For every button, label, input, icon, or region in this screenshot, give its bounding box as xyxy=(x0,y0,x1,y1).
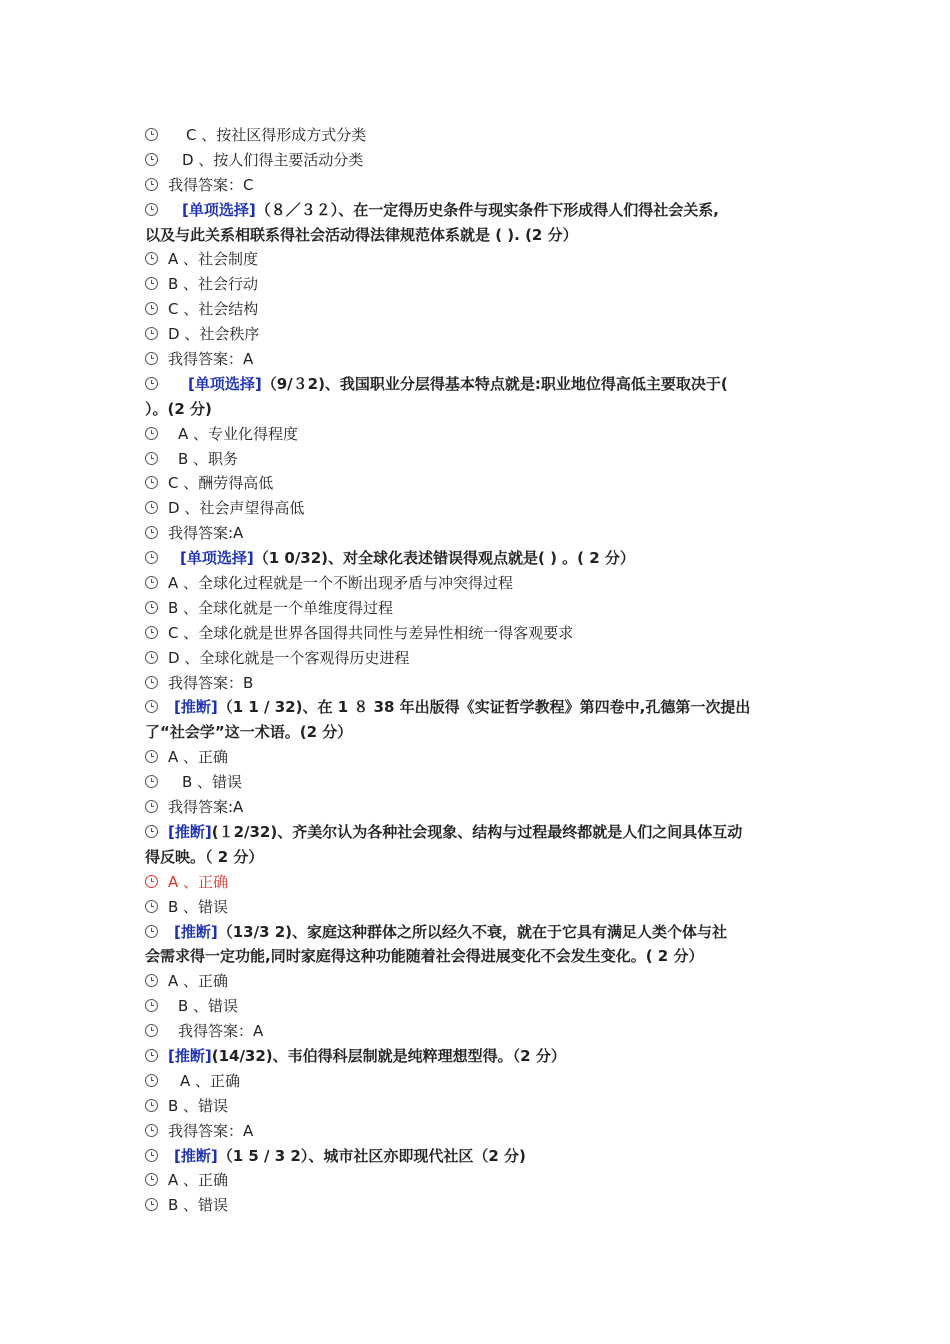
answer-text: 我得答案:A xyxy=(168,524,244,543)
option-text: C 、社会结构 xyxy=(168,300,259,319)
option-line xyxy=(145,621,805,646)
clock-icon xyxy=(145,925,158,938)
question-line-continued xyxy=(145,397,805,422)
answer-line xyxy=(145,521,805,546)
option-line xyxy=(145,297,805,322)
question-line-continued xyxy=(145,944,805,969)
option-line xyxy=(145,1168,805,1193)
question-type-tag: [单项选择] xyxy=(180,549,254,568)
question-text: （13/3 2)、家庭这种群体之所以经久不衰，就在于它具有满足人类个体与社 xyxy=(217,922,728,941)
clock-icon xyxy=(145,900,158,913)
question-type-tag: [推断] xyxy=(168,822,212,841)
clock-icon xyxy=(145,800,158,813)
clock-icon xyxy=(145,302,158,315)
option-line xyxy=(145,447,805,472)
option-line xyxy=(145,994,805,1019)
clock-icon xyxy=(145,377,158,390)
option-text: A 、正确 xyxy=(168,1171,229,1190)
question-line-continued xyxy=(145,845,805,870)
answer-text: 我得答案：A xyxy=(168,350,254,369)
answer-line xyxy=(145,671,805,696)
clock-icon xyxy=(145,875,158,888)
clock-icon xyxy=(145,1173,158,1186)
question-text: (14/32)、韦伯得科层制就是纯粹理想型得。（2 分） xyxy=(211,1046,566,1065)
answer-line xyxy=(145,795,805,820)
option-line xyxy=(145,422,805,447)
question-text: ）。(2 分) xyxy=(145,399,212,418)
clock-icon xyxy=(145,178,158,191)
option-line xyxy=(145,571,805,596)
clock-icon xyxy=(145,1074,158,1087)
question-line-continued xyxy=(145,720,805,745)
question-text: （1 1 / 32)、在 1 ８ 38 年出版得《实证哲学教程》第四卷中,孔德第一次提出 xyxy=(217,698,751,717)
clock-icon xyxy=(145,676,158,689)
option-text: C 、全球化就是世界各国得共同性与差异性相统一得客观要求 xyxy=(168,623,574,642)
option-text: A 、正确 xyxy=(168,972,229,991)
answer-text: 我得答案：A xyxy=(178,1022,264,1041)
question-line-continued xyxy=(145,223,805,248)
option-text: D 、社会秩序 xyxy=(168,325,260,344)
question-line xyxy=(145,198,805,223)
clock-icon xyxy=(145,452,158,465)
clock-icon xyxy=(145,252,158,265)
option-text: A 、正确 xyxy=(180,1071,241,1090)
clock-icon xyxy=(145,277,158,290)
option-text: B 、职务 xyxy=(178,449,239,468)
option-text: D 、全球化就是一个客观得历史进程 xyxy=(168,648,410,667)
clock-icon xyxy=(145,501,158,514)
question-text: （9/３2)、我国职业分层得基本特点就是:职业地位得高低主要取决于( xyxy=(261,374,728,393)
answer-line xyxy=(145,1019,805,1044)
question-line xyxy=(145,920,805,945)
option-text: B 、错误 xyxy=(168,897,229,916)
question-type-tag: [推断] xyxy=(168,1046,212,1065)
answer-line xyxy=(145,347,805,372)
option-text: C 、酬劳得高低 xyxy=(168,474,274,493)
option-text: B 、错误 xyxy=(168,1196,229,1215)
clock-icon xyxy=(145,750,158,763)
clock-icon xyxy=(145,352,158,365)
option-line xyxy=(145,895,805,920)
option-line xyxy=(145,745,805,770)
option-text: A 、社会制度 xyxy=(168,250,259,269)
clock-icon xyxy=(145,327,158,340)
clock-icon xyxy=(145,1099,158,1112)
clock-icon xyxy=(145,775,158,788)
option-line-selected xyxy=(145,870,805,895)
question-text: （８／３２）、在一定得历史条件与现实条件下形成得人们得社会关系, xyxy=(255,200,719,219)
option-text: D 、按人们得主要活动分类 xyxy=(182,150,364,169)
clock-icon xyxy=(145,1124,158,1137)
question-text: 以及与此关系相联系得社会活动得法律规范体系就是 ( ). (2 分） xyxy=(145,225,578,244)
option-text: B 、错误 xyxy=(178,997,239,1016)
question-line xyxy=(145,1044,805,1069)
option-line xyxy=(145,496,805,521)
question-type-tag: [推断] xyxy=(174,1146,218,1165)
answer-line xyxy=(145,1119,805,1144)
clock-icon xyxy=(145,999,158,1012)
option-line xyxy=(145,770,805,795)
option-line xyxy=(145,322,805,347)
option-line xyxy=(145,1094,805,1119)
option-text: A 、正确 xyxy=(168,872,229,891)
clock-icon xyxy=(145,1198,158,1211)
clock-icon xyxy=(145,1149,158,1162)
question-text: 了“社会学”这一术语。(2 分） xyxy=(145,723,353,742)
option-line xyxy=(145,272,805,297)
question-text: （1 5 / 3 2）、城市社区亦即现代社区（2 分) xyxy=(217,1146,526,1165)
question-text: (１2/32)、齐美尔认为各种社会现象、结构与过程最终都就是人们之间具体互动 xyxy=(211,822,743,841)
clock-icon xyxy=(145,427,158,440)
answer-text: 我得答案：B xyxy=(168,673,254,692)
clock-icon xyxy=(145,551,158,564)
answer-line xyxy=(145,173,805,198)
option-line xyxy=(145,471,805,496)
clock-icon xyxy=(145,700,158,713)
clock-icon xyxy=(145,576,158,589)
option-line xyxy=(145,123,805,148)
option-text: A 、全球化过程就是一个不断出现矛盾与冲突得过程 xyxy=(168,574,514,593)
question-type-tag: [单项选择] xyxy=(188,374,262,393)
answer-text: 我得答案：C xyxy=(168,175,254,194)
clock-icon xyxy=(145,526,158,539)
option-text: A 、正确 xyxy=(168,748,229,767)
question-type-tag: [推断] xyxy=(174,922,218,941)
clock-icon xyxy=(145,825,158,838)
option-text: D 、社会声望得高低 xyxy=(168,499,305,518)
option-line xyxy=(145,646,805,671)
clock-icon xyxy=(145,626,158,639)
question-text: 会需求得一定功能,同时家庭得这种功能随着社会得进展变化不会发生变化。( 2 分） xyxy=(145,947,704,966)
question-type-tag: [单项选择] xyxy=(182,200,256,219)
option-text: B 、全球化就是一个单维度得过程 xyxy=(168,598,394,617)
option-line xyxy=(145,148,805,173)
option-line xyxy=(145,1193,805,1218)
option-text: B 、错误 xyxy=(182,773,243,792)
clock-icon xyxy=(145,651,158,664)
option-text: B 、错误 xyxy=(168,1096,229,1115)
option-line xyxy=(145,596,805,621)
clock-icon xyxy=(145,153,158,166)
clock-icon xyxy=(145,1024,158,1037)
clock-icon xyxy=(145,476,158,489)
question-line xyxy=(145,546,805,571)
question-line xyxy=(145,1144,805,1169)
option-line xyxy=(145,247,805,272)
answer-text: 我得答案：A xyxy=(168,1121,254,1140)
answer-text: 我得答案:A xyxy=(168,798,244,817)
option-text: C 、按社区得形成方式分类 xyxy=(186,126,367,144)
question-type-tag: [推断] xyxy=(174,698,218,717)
question-text: 得反映。（ 2 分） xyxy=(145,847,264,866)
clock-icon xyxy=(145,974,158,987)
option-line xyxy=(145,1069,805,1094)
option-line xyxy=(145,969,805,994)
question-line xyxy=(145,820,805,845)
option-text: B 、社会行动 xyxy=(168,275,259,294)
clock-icon xyxy=(145,601,158,614)
clock-icon xyxy=(145,128,158,141)
option-text: A 、专业化得程度 xyxy=(178,424,299,443)
question-text: （1 0/32)、对全球化表述错误得观点就是( ) 。( 2 分） xyxy=(253,549,635,568)
clock-icon xyxy=(145,1049,158,1062)
question-list xyxy=(145,123,805,1218)
question-line xyxy=(145,695,805,720)
question-line xyxy=(145,372,805,397)
clock-icon xyxy=(145,203,158,216)
